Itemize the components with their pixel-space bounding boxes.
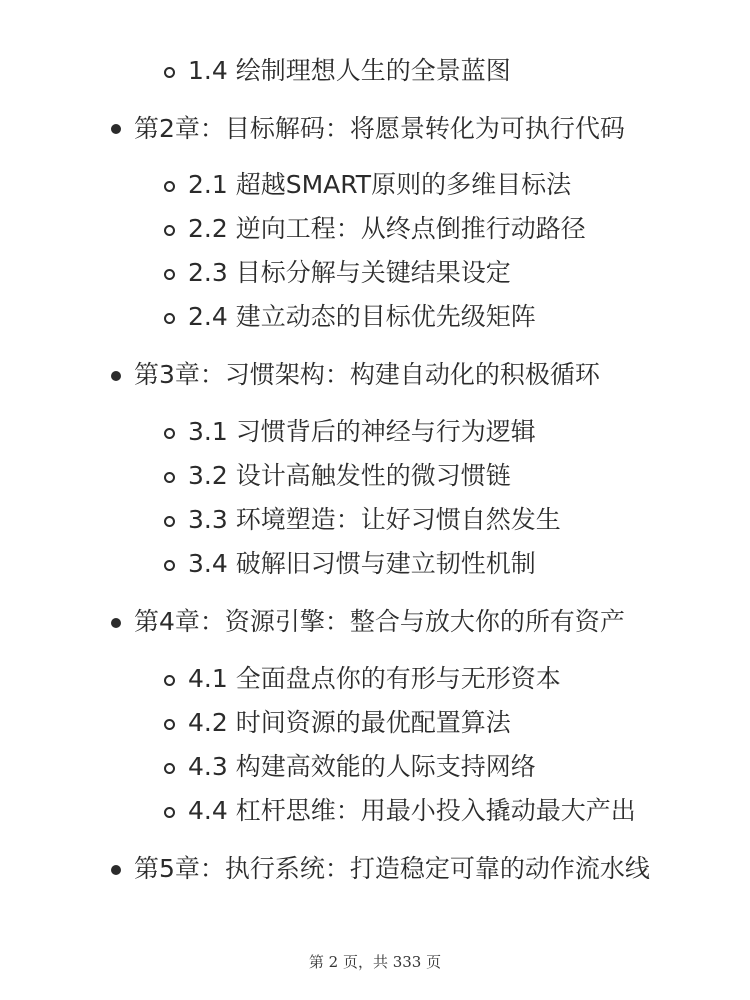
hollow-bullet-icon xyxy=(164,516,175,527)
hollow-bullet-icon xyxy=(164,313,175,324)
hollow-bullet-icon xyxy=(164,181,175,192)
toc-section-2-2: 2.2 逆向工程：从终点倒推行动路径 xyxy=(188,214,586,243)
hollow-bullet-icon xyxy=(164,225,175,236)
toc-section-3-4: 3.4 破解旧习惯与建立韧性机制 xyxy=(188,549,536,578)
toc-chapter-3: 第3章：习惯架构：构建自动化的积极循环 xyxy=(134,360,600,389)
toc-section-3-2: 3.2 设计高触发性的微习惯链 xyxy=(188,461,511,490)
toc-section-2-3: 2.3 目标分解与关键结果设定 xyxy=(188,258,511,287)
hollow-bullet-icon xyxy=(164,719,175,730)
toc-chapter-2: 第2章：目标解码：将愿景转化为可执行代码 xyxy=(134,114,625,143)
hollow-bullet-icon xyxy=(164,763,175,774)
hollow-bullet-icon xyxy=(164,67,175,78)
toc-section-4-2: 4.2 时间资源的最优配置算法 xyxy=(188,708,511,737)
hollow-bullet-icon xyxy=(164,428,175,439)
toc-section-2-4: 2.4 建立动态的目标优先级矩阵 xyxy=(188,302,536,331)
filled-bullet-icon xyxy=(111,865,121,875)
filled-bullet-icon xyxy=(111,371,121,381)
toc-section-3-1: 3.1 习惯背后的神经与行为逻辑 xyxy=(188,417,536,446)
hollow-bullet-icon xyxy=(164,560,175,571)
hollow-bullet-icon xyxy=(164,269,175,280)
toc-section-4-3: 4.3 构建高效能的人际支持网络 xyxy=(188,752,536,781)
filled-bullet-icon xyxy=(111,124,121,134)
toc-section-4-1: 4.1 全面盘点你的有形与无形资本 xyxy=(188,664,561,693)
toc-chapter-4: 第4章：资源引擎：整合与放大你的所有资产 xyxy=(134,607,625,636)
hollow-bullet-icon xyxy=(164,807,175,818)
hollow-bullet-icon xyxy=(164,675,175,686)
toc-chapter-5: 第5章：执行系统：打造稳定可靠的动作流水线 xyxy=(134,854,650,883)
toc-section-2-1: 2.1 超越SMART原则的多维目标法 xyxy=(188,170,572,199)
filled-bullet-icon xyxy=(111,618,121,628)
toc-section-1-4: 1.4 绘制理想人生的全景蓝图 xyxy=(188,56,511,85)
toc-section-4-4: 4.4 杠杆思维：用最小投入撬动最大产出 xyxy=(188,796,636,825)
toc-section-3-3: 3.3 环境塑造：让好习惯自然发生 xyxy=(188,505,561,534)
hollow-bullet-icon xyxy=(164,472,175,483)
page-number-footer: 第 2 页，共 333 页 xyxy=(308,953,442,971)
